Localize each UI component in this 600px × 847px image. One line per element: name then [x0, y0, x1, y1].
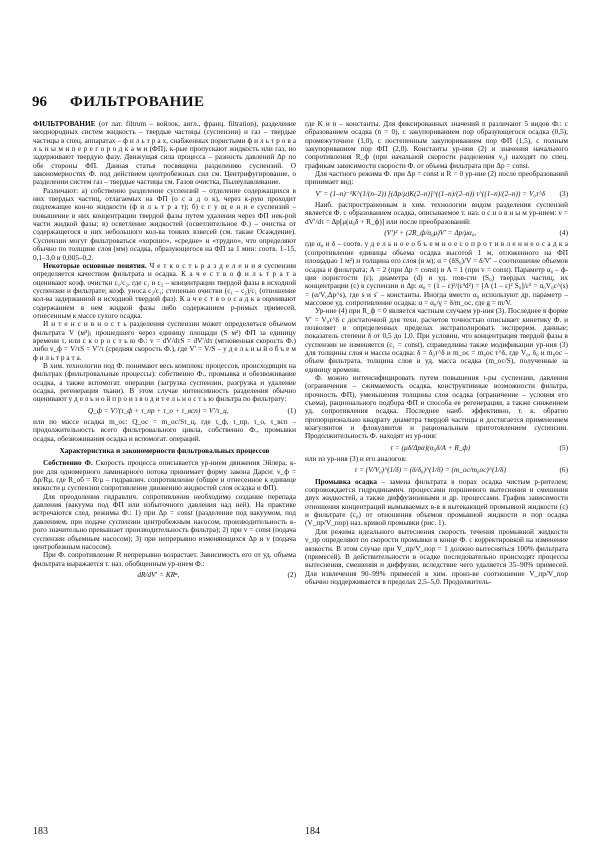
formula-6-number: (6) — [559, 465, 568, 475]
paragraph-intensification: Ф. можно интенсифицировать путем повышения t-ры суспензии, давления (ограничения – сжимаемость осадка, конструктивные возможности фильтра, прочность ФП), уменьшения толщины слоя осадка (ограничение – условия его съема), рационального подбора ФП и способа ее регенерации, а также снижением уд. сопротивления осадка. Последнее наиб. эффективно, т. к. обратно пропорционально квадрату диаметра твердой частицы и достигается применением коагулянтов и флокулянтов и рациональным приготовлением суспензии. Продолжительность Ф. находят из ур-ния: — [305, 372, 568, 441]
paragraph-resistance: При Ф. сопротивление R непрерывно возрастает. Зависимость его от уд. объема фильтрата выражается т. наз. обобщенным ур-нием Ф.: — [33, 550, 296, 568]
paragraph-specific-resistance: где α₀ и δ – соотв. у д е л ь н о е о б ъ е м н о е с о п р о т и в л е н и е о с а д к а (сопротивление единицы объема осадка высотой 1 м, отложенного на ФП площадью 1 м²) и толщина его слоя (в м); α = (δS₀)/V = δ/V′ – соотношение объемов осадка и фильтрата; A = 2 (при Δp = const) и A = 1 (при v = const). Параметр α₀ – ф-ция пористости (ε), диаметра (d) и уд. пов-сти (S₀) твердых частиц, их концентрации (c) в суспензии и Δp: α₀ = (1 – ε)²/(ε³d²) = [A (1 – ε)² S₀]/ε³ = α₀V₀c^(s) = (α/V₀Δp^s), где s и s′ – константы. Иногда вместо α₀ используют др. параметр – массовое уд. сопротивление осадка: α = α₀/γ = δ/m_ос, где g = m/V. — [305, 239, 568, 307]
formula-2 — [33, 571, 296, 579]
formula-6-expression: τ = (V/V₀)^(1/δ) = (δ/δ₀)^(1/δ) = (m_ос/m₀ос)^(1/δ) — [354, 465, 506, 475]
paragraph-chem-technology: В хим. технологии под Ф. понимают весь комплекс процессов, происходящих на фильтрах (фильтровальные процессы): собственно Ф., промывка и обезвоживание осадка, а также вспомогат. операции (загрузка суспензии, разгрузка и удаление осадка, регенерация ткани). В этом случае интенсивность разделения обычно оценивают у д е л ь н о й п р о и з в о д и т е л ь н о с т ь ю фильтра по фильтрату: — [33, 360, 296, 404]
paragraph-particular-mode: Для частного режима Ф. при Δp = const и R = 0 ур-ние (2) после преобразований принимает вид: — [305, 169, 568, 187]
formula-5-number: (5) — [559, 442, 568, 452]
formula-2-number: (2) — [287, 569, 296, 579]
paragraph-mass-productivity: или по массе осадка m_ос: Q_ос = m_ос/Sτ_ц, где τ_ф, τ_пр, τ_о, τ_всп – продолжительность всего фильтровального цикла, собственно Ф., промывки осадка, обезвоживания осадка и вспомогат. операций. — [33, 417, 296, 443]
formula-4 — [305, 229, 568, 237]
paragraph-distinctions: Различают: а) собственно разделение суспензий – отделение содержащихся в них твердых частиц, отлагаемых на ФП (о с а д о к), через к-рую проходит подлежащее кон-ю жидкости (ф и л ь т р а т); б) с г у щ е н и е суспензий – повышение в них концентрации твердой фазы путем удаления через ФП нек-рой части жидкой фазы; в) осветление жидкостей (осветлительное Ф.) – очистка от содержащегося в них небольшого кол-ва тонких взвесей (см. также Осаждение). Суспензии могут фильтроваться «хорошо», «средне» и «трудно», что определяют обычно по толщине слоя (мм) осадка, образующегося на ФП за 1 мин: соотв. 1–15, 0,1–3,0 и 0,005–0,2. — [33, 185, 296, 262]
paragraph-basic-concepts-text: Ч е т к о с т ь р а з д е л е н и я суспензии определяется качеством фильтрата и осадка. К а ч е с т в о ф и л ь т р а т а оценивают коэф. очистки c₁/c₂, где c₁ и c₂ – концентрации твердой фазы в исходной суспензии и фильтрате; коэф. уноса c₂/c₁; степенью очистки (c₁ – c₂)/c₁ (отношение кол-ва задержанной и исходной твердой фаз). К а ч е с т в о о с а д к а оценивают содержанием в нем жидкой фазы либо содержанием р-римых примесей, отнесенным к массе сухого осадка. — [33, 260, 296, 320]
footer-page-number-left: 183 — [33, 826, 48, 837]
formula-3-expression: V′ = (1–n)⁻¹K^(1/(n–2)) [(Δp/μ)K(2–n)]^((1–n)/(2–n)) τ^((1–n)/(2–n)) = V₀τ^δ — [315, 188, 546, 198]
paragraph-constants: где K и n – константы. Для фиксированных значений n различают 5 видов Ф.: с образованием осадка (n = 0), с закупориванием пор образующегося осадка (0,5), промежуточное (1,0), с постепенным закупориванием пор ФП (1,5), с полным закупориванием пор ФП (2,0). Константы ур-ния (2) и значения начального сопротивления R_ф (при начальной скорости разделения v₀) находят по спец. графикам зависимости скорости Ф. от объема фильтрата при Δp = const. — [305, 120, 568, 170]
formula-1 — [33, 407, 296, 415]
header-page-number: 96 — [32, 94, 47, 110]
footer-page-number-right: 184 — [305, 826, 320, 837]
paragraph-filtration-proper — [33, 459, 296, 492]
section-title: Характеристика и закономерности фильтровальных процессов — [59, 446, 270, 456]
entry-term: ФИЛЬТРОВА́НИЕ — [33, 120, 96, 128]
paragraph-ideal-displacement: Для режима идеального вытеснения скорость течения промывной жидкости v_пр определяют по скорости промывки в конце Ф. с корректировкой на изменение вязкости. В этом случае при V_пр/V_пор = 1 должно вытесняться 100% фильтрата (примесей). В действительности в осадке последовательно происходят процессы вытеснения, смешения и диффузии, вследствие чего удаляется 35–90% примесей. Для извлечения 90–99% примесей в хим. произ-ве соотношение V_пр/V_пор обычно поддерживается в пределах 2,5–5,0. Продолжитель- — [305, 526, 568, 586]
entry-text: (от лат. filtrum – войлок, англ., франц. filtration), разделение неоднородных систем жидкость – твердые частицы (суспензии) и газ – твердые частицы в спец. аппаратах – ф и л ь т р а х, снабженных пористыми ф и л ь т р о в а л ь н ы м и п е р е г о р о д к а м и (ФП), к-рые пропускают жидкость или газ, но задерживают твердую фазу. Движущая сила процесса – разность давлений Δp по обе стороны ФП. Данная статья посвящена разделению суспензий. О закономерностях Ф. под действием центробежных сил см. Центрифугирование, о разделении систем газ – твердые частицы см. Газов очистка, Пылеулавливание. — [33, 120, 296, 187]
entry-paragraph — [33, 120, 296, 187]
paragraph-washing-text: – замена фильтрата в порах осадка чистым р-рителем; сопровождается гидродинамич. процессами поршневого вытеснения и смешения двух жидкостей, а также диффузионными и др. процессами. График зависимости отношения концентраций вымываемых в-в в вытекающей промывной жидкости (c) и фильтрате (c₀) от отношения объемов промывной жидкости и пор осадка (V_пр/V_пор) наз. кривой промывки (рис. 1). — [305, 476, 568, 528]
left-column — [33, 120, 296, 820]
subheading-filtration-proper: Собственно Ф. — [43, 458, 93, 468]
running-title: ФИЛЬТРОВАНИЕ — [70, 94, 205, 110]
subheading-washing: Промывка осадка — [315, 476, 378, 486]
paragraph-basic-concepts — [33, 262, 296, 320]
formula-2-expression: dR/dV′ = KRⁿ, — [137, 569, 180, 579]
formula-4-expression: (V′)² + (2R_ф/α₀μ)V′ = Δp/μα₀, — [384, 228, 477, 238]
formula-4-number: (4) — [559, 228, 568, 238]
formula-6 — [305, 466, 568, 474]
paragraph-analogues: или из ур-ния (3) и его аналогов: — [305, 454, 407, 464]
formula-5 — [305, 444, 568, 452]
formula-5-expression: τ = (μδ/Δpα)(α₀δ/A + R_ф) — [390, 442, 471, 452]
page-header — [32, 94, 572, 118]
formula-3-number: (3) — [559, 188, 568, 198]
paragraph-intensity: И н т е н с и в н о с т ь разделения суспензии может определяться объемом фильтрата V (м³), прошедшего через единицу площади (S м²) ФП за единицу времени τ, или с к о р о с т ь ю Ф.: v = dV/dτS = dV′/dτ (мгновенная скорость Ф.) либо v_ф = V/τS = V′/τ (средняя скорость Ф.), где V′ = V/S – у д е л ь н ы й о б ъ е м ф и л ь т р а т а. — [33, 319, 296, 362]
paragraph-filtration-proper-text: Скорость процесса описывается ур-нием движения Эйлера, к-рое для одномерного ламинарного потока принимает форму закона Дарси: v_ф = Δp/Rμ, где R_об = R/μ – гидравлич. сопротивление (общее и отнесенное к единице вязкости μ суспензии сопротивление движению жидкостей слоя осадка и ФП). — [33, 458, 296, 493]
paragraph-pressure-modes: Для преодоления гидравлич. сопротивления необходимо создание перепада давления (вакуума под ФП или избыточного давления над ней). На практике встречаются след. режимы Ф.: 1) при Δp = const (разделение под вакуумом, под давлением, при подаче суспензии центробежным насосом, производительность к-рого значительно превышает производительность фильтра); 2) при v = const (подача суспензии объемным насосом); 3) при непрерывно изменяющихся Δp и v (подача центробежным насосом). — [33, 491, 296, 551]
paragraph-main-equation: Наиб. распространенным в хим. технологии видом разделения суспензий является Ф. с образованием осадка, описываемое т. наз. о с н о в н ы м ур-нием: v = dV′/dτ = Δp[μ(α₀δ + R_ф)] или после преобразований: — [305, 200, 568, 226]
right-column — [305, 120, 568, 820]
subheading-basic-concepts: Некоторые основные понятия. — [43, 260, 147, 270]
formula-1-expression: Q_ф = V′/(τ_ф + τ_пр + τ_о + τ_всп) = V′/τ_ц, — [87, 405, 229, 415]
paragraph-washing — [305, 478, 568, 528]
formula-1-number: (1) — [287, 405, 296, 415]
paragraph-equation-4: Ур-ние (4) при R_ф = 0 является частным случаем ур-ния (3). Последнее в форме V′ = V₀τ^δ с достаточной для техн. расчетов точностью описывает кинетику Ф. и позволяет в определенных пределах экстраполировать экспрерим. данные; показатель степени δ от 0,5 до 1,0. При условии, что концентрация твердой фазы в суспензии не изменяется (c₁ = const), справедливы также модификации ур-ния (3) для толщины слоя и массы осадка: δ = δ₀τ^δ и m_ос = m₀ос τ^δ, где V₀, δ₀ и m₀ос – объем фильтрата, толщина слоя и уд. масса осадка (m_ос/S), полученные за единицу времени. — [305, 306, 568, 374]
formula-3 — [305, 190, 568, 198]
